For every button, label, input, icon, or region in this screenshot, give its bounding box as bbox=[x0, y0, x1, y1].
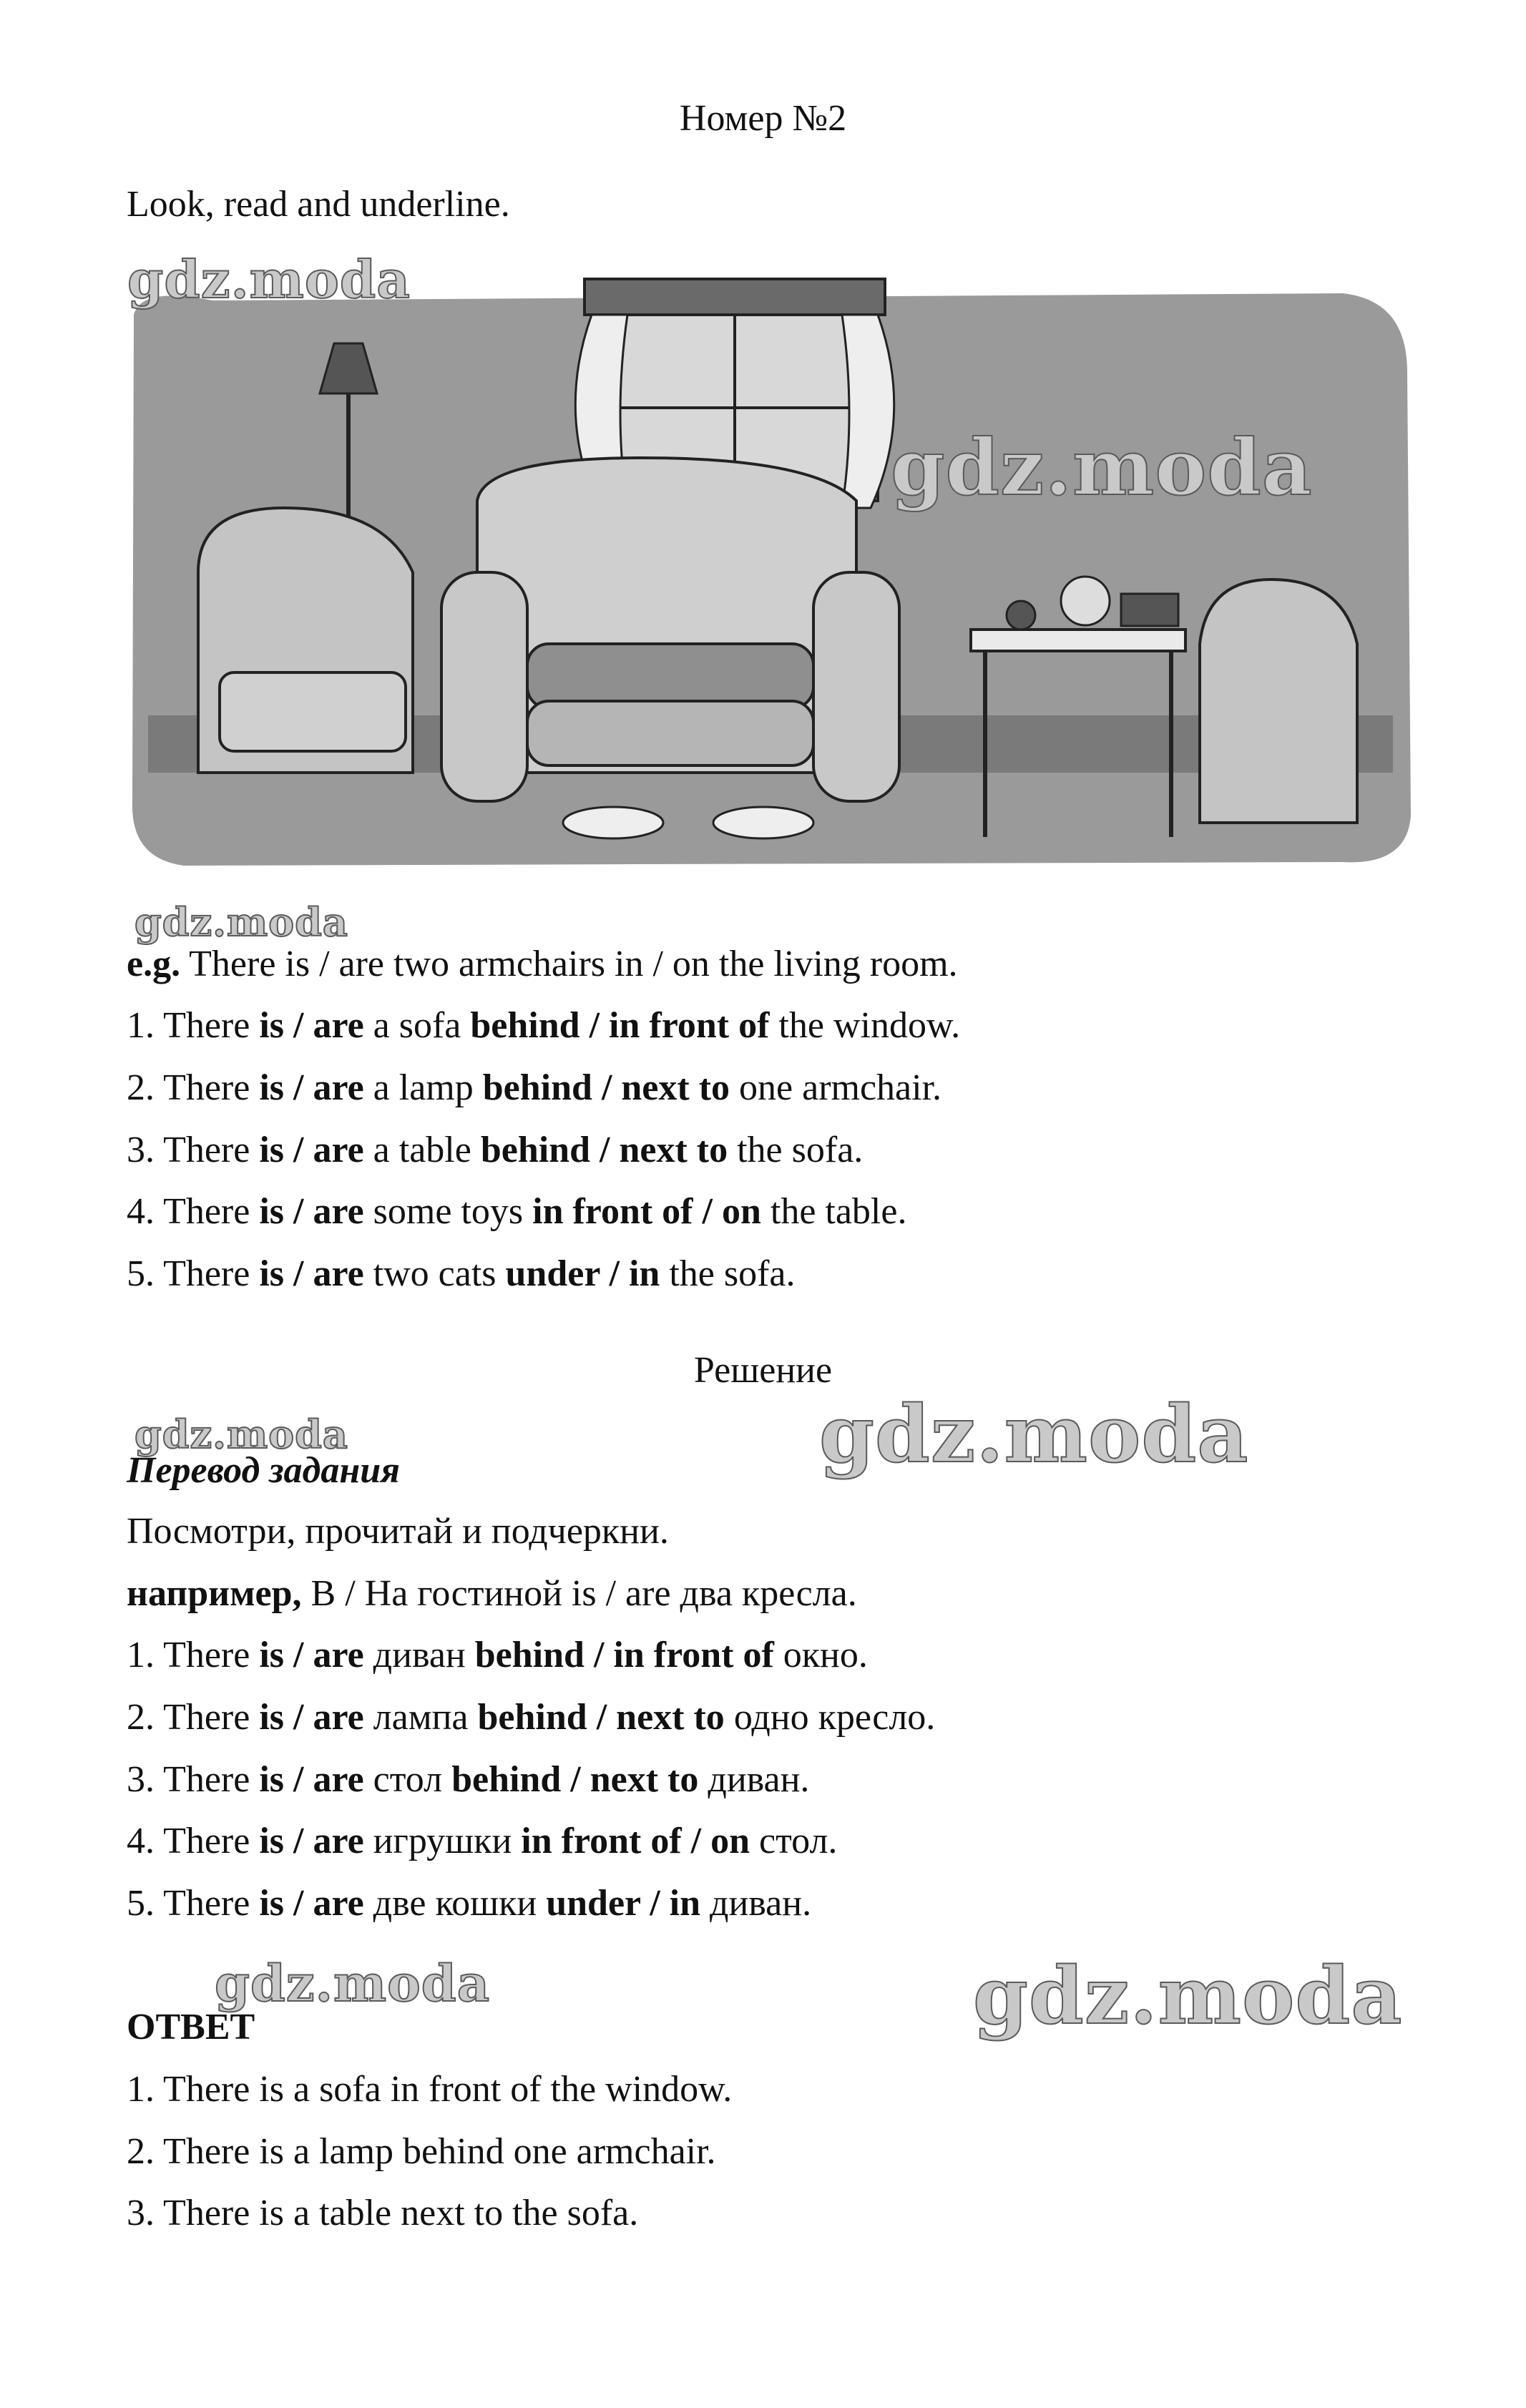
translation-item: 2. There is / are лампа behind / next to одно кресло. bbox=[127, 1697, 936, 1738]
watermark: gdz.moda bbox=[215, 1954, 491, 2013]
exercise-item: 5. There is / are two cats under / in the sofa. bbox=[127, 1253, 796, 1294]
example-sentence: e.g. There is / are two armchairs in / on the living room. bbox=[127, 944, 958, 984]
translation-item: 1. There is / are диван behind / in front of окно. bbox=[127, 1635, 868, 1675]
translation-example: например, В / На гостиной is / are два кресла. bbox=[127, 1573, 857, 1614]
answer-heading: ОТВЕТ bbox=[127, 2007, 255, 2047]
exercise-item: 2. There is / are a lamp behind / next to one armchair. bbox=[127, 1067, 942, 1108]
translation-instruction: Посмотри, прочитай и подчеркни. bbox=[127, 1511, 669, 1552]
translation-heading: Перевод задания bbox=[127, 1450, 400, 1491]
watermark: gdz.moda bbox=[134, 1411, 348, 1457]
exercise-item: 4. There is / are some toys in front of / on the table. bbox=[127, 1191, 907, 1232]
exercise-item: 3. There is / are a table behind / next to the sofa. bbox=[127, 1130, 864, 1170]
left-armchair bbox=[198, 508, 413, 773]
translation-item: 5. There is / are две кошки under / in диван. bbox=[127, 1883, 812, 1924]
translation-item: 3. There is / are стол behind / next to диван. bbox=[127, 1759, 810, 1800]
watermark: gdz.moda bbox=[891, 423, 1313, 513]
right-armchair bbox=[1200, 579, 1357, 823]
watermark: gdz.moda bbox=[819, 1388, 1249, 1480]
answer-line: 1. There is a sofa in front of the window. bbox=[127, 2069, 733, 2110]
translation-item: 4. There is / are игрушки in front of / on стол. bbox=[127, 1821, 838, 1861]
solution-heading: Решение bbox=[693, 1350, 833, 1391]
watermark: gdz.moda bbox=[973, 1949, 1403, 2042]
watermark: gdz.moda bbox=[127, 249, 411, 310]
answer-line: 2. There is a lamp behind one armchair. bbox=[127, 2131, 716, 2172]
page-title: Номер №2 bbox=[679, 98, 847, 139]
watermark: gdz.moda bbox=[134, 899, 348, 945]
exercise-item: 1. There is / are a sofa behind / in front of the window. bbox=[127, 1005, 961, 1046]
sofa bbox=[441, 458, 899, 801]
instruction: Look, read and underline. bbox=[127, 184, 510, 225]
living-room-illustration bbox=[127, 272, 1414, 873]
answer-line: 3. There is a table next to the sofa. bbox=[127, 2193, 639, 2233]
